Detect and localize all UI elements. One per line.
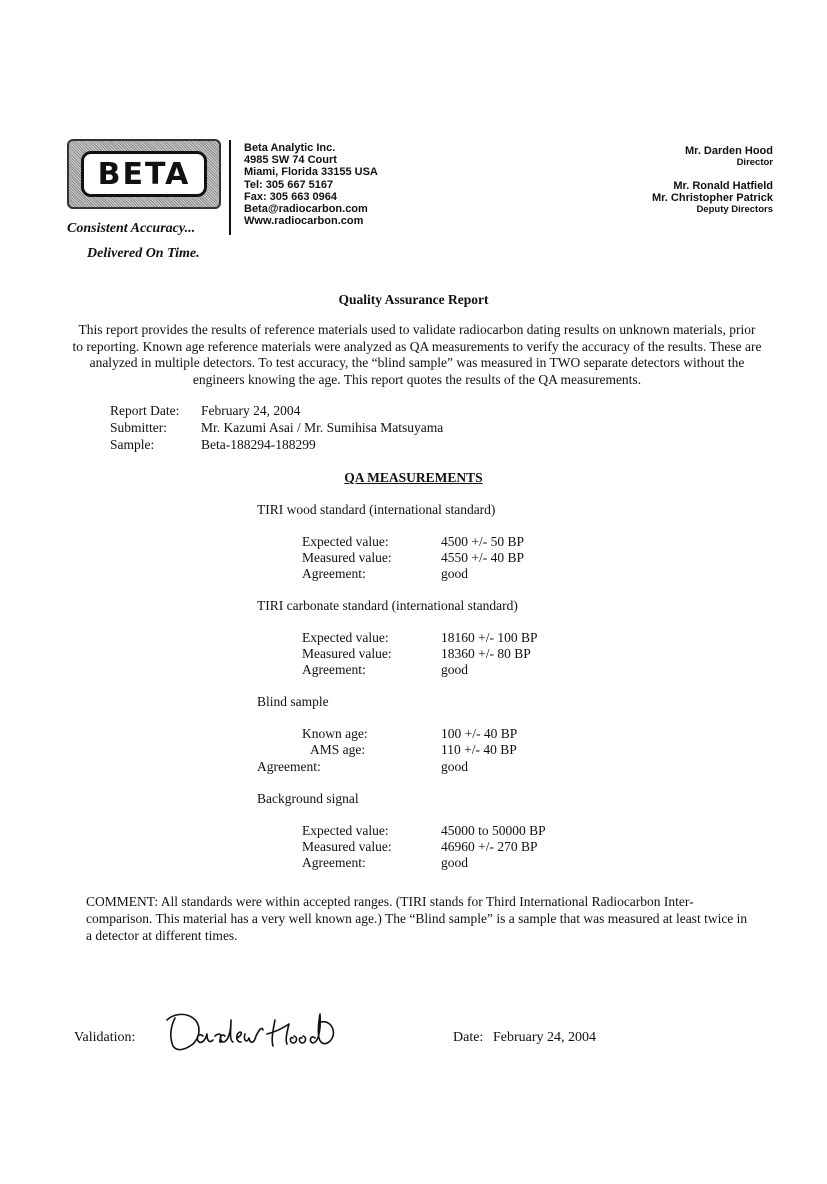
row-value: 18160 +/- 100 BP: [441, 630, 538, 645]
row-label: Expected value:: [302, 823, 389, 838]
row-value: good: [441, 759, 468, 774]
report-date-value: February 24, 2004: [201, 403, 301, 418]
report-title: Quality Assurance Report: [338, 292, 489, 307]
row-label: Agreement:: [257, 759, 321, 774]
row-label: Expected value:: [302, 534, 389, 549]
row-label: Agreement:: [302, 566, 366, 581]
signature-text: [186, 1014, 187, 1015]
address-line: 4985 SW 74 Court: [244, 154, 337, 167]
section-title: TIRI wood standard (international standard): [257, 502, 496, 517]
address-line: Fax: 305 663 0964: [244, 190, 337, 203]
row-label: Agreement:: [302, 662, 366, 677]
validation-label: Validation:: [74, 1030, 136, 1045]
address-line: Www.radiocarbon.com: [244, 215, 364, 228]
deputy-name-2: Mr. Christopher Patrick: [651, 192, 773, 204]
date-value: February 24, 2004: [493, 1030, 597, 1045]
section-title: TIRI carbonate standard (international standard): [257, 598, 518, 613]
deputy-name-1: Mr. Ronald Hatfield: [673, 180, 773, 192]
report-intro: This report provides the results of reference materials used to validate radiocarbon dating results on unknown materials, prior to reporting. Known age reference materials were analyzed as QA measurements to verify the accuracy of the results. These are analyzed in multiple detectors. To test accuracy, the “blind sample” was measured in TWO separate detectors without the engineers knowing the age. This report quotes the results of the QA measurements.: [72, 322, 762, 387]
row-label: Measured value:: [302, 550, 392, 565]
qa-heading: QA MEASUREMENTS: [344, 470, 483, 485]
address-line: Beta@radiocarbon.com: [244, 203, 368, 216]
address-line: Miami, Florida 33155 USA: [244, 166, 378, 179]
comment-paragraph: COMMENT: All standards were within accepted ranges. (TIRI stands for Third International Radiocarbon Inter-comparison. This material has a very well known age.) The “Blind sample” is a sample that was measured at least twice in a detector at different times.: [86, 894, 748, 943]
address-line: Beta Analytic Inc.: [244, 142, 336, 154]
row-value: 4500 +/- 50 BP: [441, 534, 524, 549]
tagline-line1: Consistent Accuracy...: [67, 221, 196, 236]
director-name: Mr. Darden Hood: [684, 145, 773, 157]
signature-image: [163, 1006, 338, 1056]
logo-text: BETA: [97, 156, 191, 192]
row-value: good: [441, 566, 468, 581]
row-value: 100 +/- 40 BP: [441, 726, 518, 741]
row-value: 46960 +/- 270 BP: [441, 839, 538, 854]
letterhead-divider: [229, 140, 231, 235]
row-label: Measured value:: [302, 646, 392, 661]
submitter-value: Mr. Kazumi Asai / Mr. Sumihisa Matsuyama: [201, 420, 444, 435]
row-label: Expected value:: [302, 630, 389, 645]
sample-value: Beta-188294-188299: [201, 437, 316, 452]
director-title: Director: [736, 157, 773, 168]
meta-label: Report Date:: [110, 403, 180, 418]
address-line: Tel: 305 667 5167: [244, 178, 334, 191]
row-label: Agreement:: [302, 855, 366, 870]
row-label: AMS age:: [310, 742, 366, 757]
company-address: [244, 142, 378, 227]
meta-label: Submitter:: [110, 420, 167, 435]
row-label: Measured value:: [302, 839, 392, 854]
meta-label: Sample:: [110, 437, 155, 452]
section-title: Background signal: [257, 791, 359, 806]
date-label: Date:: [453, 1030, 484, 1045]
row-value: good: [441, 662, 468, 677]
row-value: 4550 +/- 40 BP: [441, 550, 524, 565]
beta-logo: [67, 139, 221, 209]
row-value: 110 +/- 40 BP: [441, 742, 517, 757]
tagline-line2: Delivered On Time.: [87, 246, 200, 261]
deputy-title: Deputy Directors: [696, 204, 773, 215]
row-value: good: [441, 855, 468, 870]
row-value: 45000 to 50000 BP: [441, 823, 546, 838]
section-title: Blind sample: [257, 694, 329, 709]
row-value: 18360 +/- 80 BP: [441, 646, 531, 661]
row-label: Known age:: [302, 726, 368, 741]
